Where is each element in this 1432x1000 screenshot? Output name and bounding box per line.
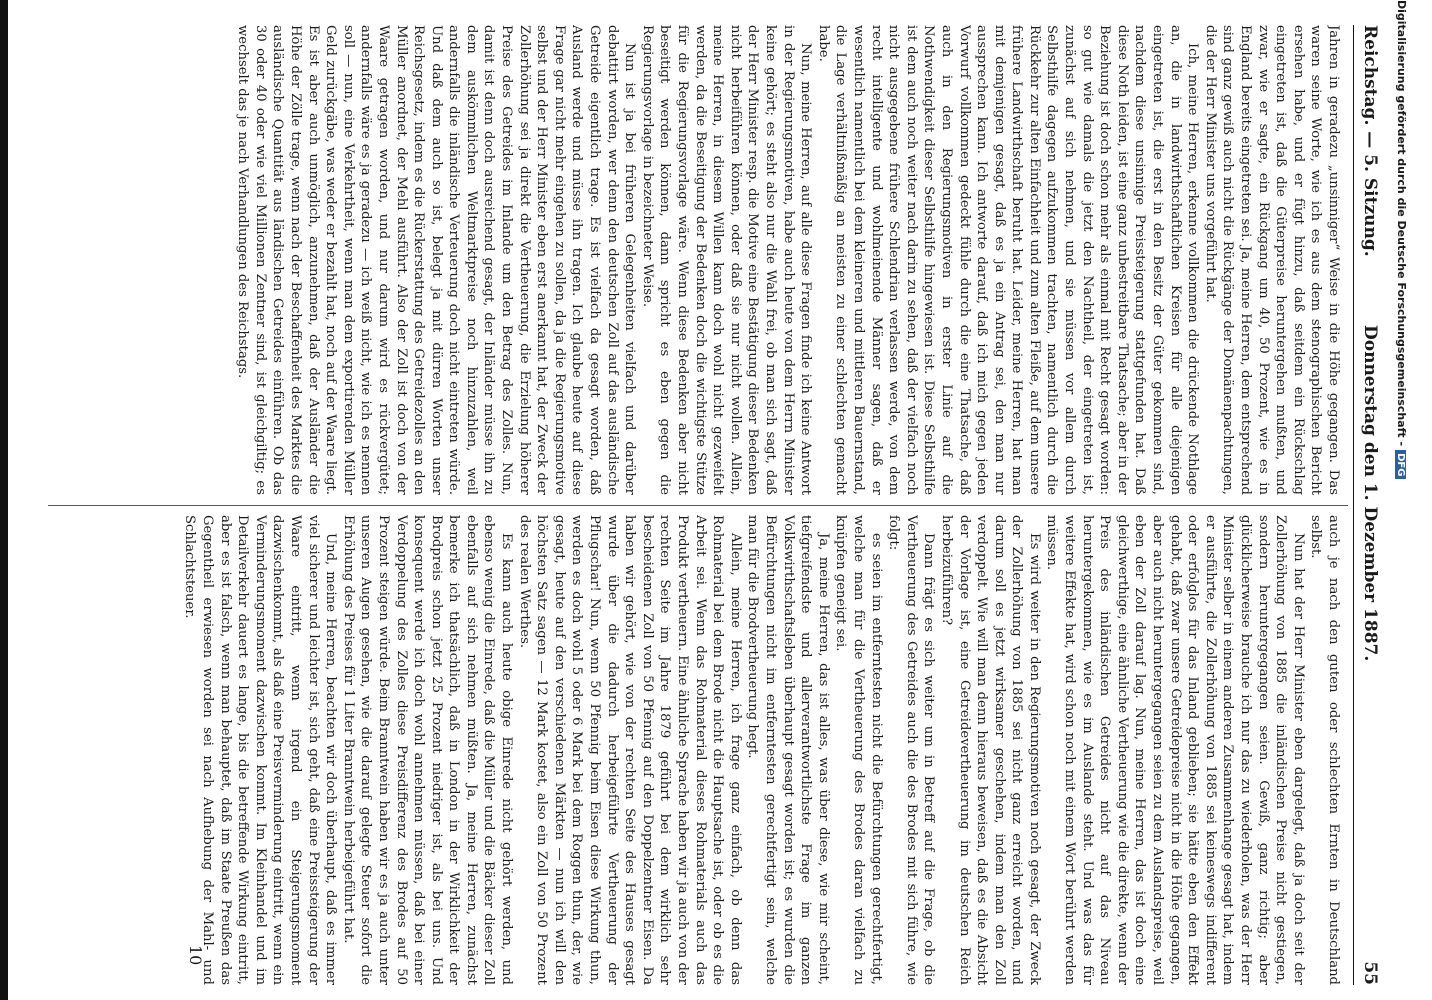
paragraph: es seien im entferntesten nicht die Befürchtungen gerechtfertigt, welche man für die Vertheuerung des Brodes daran vielfach zu knüpfen geneigt sei. — [833, 515, 884, 985]
scan-edge — [0, 0, 8, 1000]
header-page-number: 55 — [1360, 961, 1380, 985]
digitization-credit — [1386, 0, 1408, 1000]
text-column-right — [42, 515, 1342, 985]
column-divider — [48, 505, 1348, 506]
credit-text: Digitalisierung gefördert durch die Deutsche Forschungsgemeinschaft - — [1395, 0, 1408, 447]
paragraph: Nun hat der Herr Minister eben dargelegt, daß ja doch seit der Zollerhöhung von 1885 die inländischen Preise nicht gestiegen, sondern heruntergegangen seien. Gewiß, ganz richtig; aber glücklicherweise brauche ich nur das zu wiederholen, was der Herr Minister selber in einem anderen Zusammenhange gesagt hat, indem er ausführte, die Zollerhöhung von 1885 sei keineswegs indifferent oder erfolglos für das Inland geblieben; sie hätte eben den Effekt gehabt, daß zwar unsere Getreidepreise nicht in die Höhe gegangen, aber auch nicht heruntergegangen seien zu dem Auslandspreise, weil eben der Zoll darauf lag. Nun, meine Herren, das ist doch eine gleichwerthige, eine ähnliche Vertheuerung wie die direkte, wenn der Preis des inländischen Getreides nicht auf das Niveau heruntergekommen, wie es im Auslande steht. Und was das für weitere Effekte hat, wird schon noch mit einem Wort berührt werden müssen. — [1044, 515, 1306, 985]
paragraph: Dann frägt es sich weiter um in Betreff auf die Frage, ob die Vertheuerung des Getreides auch die des Brodes mit sich führe, wie folgt: — [886, 515, 937, 985]
paragraph: Und, meine Herren, beachten wir doch überhaupt, daß es immer viel sicherer und leichter ist, sich geht, daß eine Preissteigerung der Waare eintritt, wenn irgend ein Steigerungsmoment dazwischenkommt, als daß eine Preisverminderung eintritt, wenn ein Verminderungsmoment dazwischen kommt. Im Kleinhandel und im Detailverkehr dauert es lange, bis die betreffende Wirkung eintritt, aber es ist falsch, wenn man behauptet, daß im Staate Preußen das Gegentheil erwiesen worden sei nach Aufhebung der Mahl- und Schlachtsteuer. — [182, 515, 339, 985]
signature-number: 10 — [186, 945, 205, 966]
paragraph: Allein, meine Herren, ich frage ganz einfach, ob denn das Rohmaterial bei dem Brode nicht die Hauptsache ist, oder ob es die Arbeit sei. Wenn das Rohmaterial dieses Rohmaterials auch das Produkt vertheuern. Eine ähnliche Sprache haben wir ja auch von der rechten Seite im Jahre 1879 geführt bei dem wirklich sehr bescheidenen Zoll von 50 Pfennig auf den Doppelzentner Eisen. Da haben wir gehört, wie von der rechten Seite des Hauses gesagt wurde über die dadurch herbeigeführte Vertheuerung der Pflugschar! Nun, wenn 50 Pfennig beim Eisen diese Wirkung thun, werden es doch wohl 5 oder 6 Mark bei dem Roggen thun, der, wie gesagt, heute auf den verschiedenen Märkten — nun ich will den höchsten Satz sagen — 12 Mark kostet, also ein Zoll von 50 Prozent des realen Werthes. — [516, 515, 743, 985]
page-header — [1356, 25, 1380, 985]
header-section-title: Reichstag. — 5. Sitzung. — [1360, 25, 1380, 257]
paragraph: Es kann auch heute obige Einrede nicht gehört werden, und ebenso wenig die Einrede, daß die Müller und die Bäcker dieser Zoll ebenfalls auf sich nehmen müßten. Ja, meine Herren, zunächst bemerke ich thatsächlich, daß in London in der Wirklichkeit der Brodpreis schon jetzt 25 Prozent niedriger ist, als bei uns. Und konsequent werde ich doch wohl annehmen müssen, daß bei einer Verdoppelung des Zolles diese Preisdifferenz des Brodes auf 50 Prozent steigen würde. Beim Branntwein haben wir es ja auch unter unseren Augen gesehen, wie die darauf gelegte Steuer sofort die Erhöhung des Preises für 1 Liter Branntwein herbeigeführt hat. — [340, 515, 515, 985]
dfg-logo: DFG — [1395, 450, 1406, 479]
paragraph: Ja, meine Herren, das ist alles, was über diese, wie mir scheint, tiefgreifendste und allerverantwortlichste Frage im ganzen Volkswirthschaftsleben überhaupt gesagt worden ist; es wurden die Befürchtungen nicht im entferntesten gerechtfertigt sein, welche man für die Brodvertheuerung hegt. — [745, 515, 831, 985]
paragraph: Nun, meine Herren, auf alle diese Fragen finde ich keine Antwort in der Regierungsmotiven, habe auch heute von dem Herrn Minister keine gehört; es steht also nur die Wahl frei, ob man sich sagt, daß der Herr Minister resp. die Motive eine Bestätigung dieser Bedenken nicht herbeiführen können, oder daß sie nur nicht wollen. Allein, meine Herren, in diesem Willen kann doch wohl nicht gezweifelt werden, da die Beseitigung der Bedenken doch die wichtigste Stütze für die Regierungsvorlage wäre. Wenn diese Bedenken aber nicht beseitigt werden können, dann spricht es eben gegen die Regierungsvorlage in bezeichneter Weise. — [639, 25, 814, 495]
document-page — [10, 0, 1400, 990]
paragraph: Es wird weiter in den Regierungsmotiven noch gesagt, der Zweck der Zollerhöhung von 1885 sei nicht ganz erreicht worden, und darum soll es jetzt wirksamer geschehen, indem man den Zoll verdoppelt. Wie will man denn hieraus beweisen, daß es die Absicht der Vorlage ist, eine Getreidevertheuerung im deutschen Reich herbeizuführen? — [938, 515, 1042, 985]
text-column-left — [42, 25, 1342, 495]
header-rule — [1353, 25, 1354, 985]
paragraph: Ich, meine Herren, erkenne vollkommen die drückende Nothlage an, die in landwirthschaftlichen Kreisen für alle diejenigen eingetreten ist, die erst in den Besitz der Güter gekommen sind, nachdem diese unsinnige Preissteigerung stattgefunden hat. Daß diese Noth leiden, ist eine ganz unbestreitbare Thatsache; aber in der Beziehung ist doch schon mehr als einmal mit Recht gesagt worden: so gut wie damals die jetzt den Nachtheil, der eingetreten ist, zunächst auf sich nehmen, und sie müssen vor allem durch Selbsthilfe dagegen aufzukommen trachten, namentlich durch die Rückkehr zur alten Einfachheit und zum alten Fleiße, auf dem unsere frühere Landwirthschaft beruht hat. Leider, meine Herren, hat man mit demjenigen gesagt, daß es ja ein Antrag sei, den man nur aussprechen kann. Ich antworte darauf, daß ich mich gegen jeden Vorwurf vollkommen gedeckt fühle durch die eine Thatsache, daß auch in den Regierungsmotiven in erster Linie auf die Nothwendigkeit dieser Selbsthilfe hingewiesen ist. Diese Selbsthilfe ist dem auch noch weiter nach darin zu sehen, daß der vielfach noch nicht ausgegebene frühere Schlendrian verlassen werde, von dem recht intelligente und wohlmeinende Männer sagen, daß er wesentlich namentlich bei dem kleineren und mittleren Bauernstand, die Lage verhältnißmäßig an meisten zu einer schlechten gemacht habe. — [815, 25, 1201, 495]
paragraph: auch je nach den guten oder schlechten Ernten in Deutschland selbst. — [1308, 515, 1341, 985]
paragraph: Jahren in geradezu „unsinniger“ Weise in die Höhe gegangen. Das waren seine Worte, wie ich es aus dem stenographischen Bericht ersehen habe, und er fügt hinzu, daß seitdem ein Rückschlag eingetreten ist, daß die Güterpreise heruntergehen mußten, und zwar, wie er sagte, ein Rückgang um 40, 50 Prozent, wie es in England bereits eingetreten sei. Ja, meine Herren, dem entsprechend sind ganz gewiß auch nicht die Rückgänge der Domänenpachtungen, die der Herr Minister uns vorgeführt hat. — [1202, 25, 1341, 495]
header-date: Donnerstag den 1. Dezember 1887. — [1360, 325, 1380, 662]
paragraph: Nun ist ja bei früheren Gelegenheiten vielfach und darüber debattirt worden, wer denn den deutschen Zoll auf das ausländische Getreide eigentlich trage. Es ist vielfach da gesagt worden, daß Ausland werde und müsse ihn tragen. Ich glaube heute auf diese Frage gar nicht mehr eingehen zu sollen, da ja die Regierungsmotive selbst und der Herr Minister eben erst anerkannt hat, der Zweck der Zollerhöhung sei ja direkt die Vertheuerung, die Erzielung höherer Preise des Getreides im Inlande um den Betrag des Zolles. Nun, damit ist denn doch ausreichend gesagt, der Inländer müsse ihn zu dem auskömmlichen Weltmarktpreise noch hinzuzahlen, weil andernfalls die inländische Verteuerung doch nicht eintreten würde. Und daß dem auch so ist, belegt ja mit dürren Worten unser Reichsgesetz, indem es die Rückerstattung des Getreidezolles an den Müller anordnet, der Mehl ausführt. Also der Zoll ist doch von der Waare getragen worden, und nur darum wird es rückvergütet; andernfalls wäre es ja geradezu — ich weiß nicht, wie ich es nennen soll — nun, eine Verkehrtheit, wenn man dem exportirenden Müller Geld zurückgäbe, was weder er bezahlt hat, noch auf der Waare liegt. Es ist aber auch unmöglich, anzunehmen, daß der Ausländer die Höhe der Zölle trage, wenn nach der Beschaffenheit des Marktes die ausländische Quantität aus ländischen Getreides einführen. Ob das 30 oder 40 oder wie viel Millionen Zentner sind, ist gleichgiltig; es wechselt das je nach Verhandlungen des Reichstags. — [235, 25, 638, 495]
